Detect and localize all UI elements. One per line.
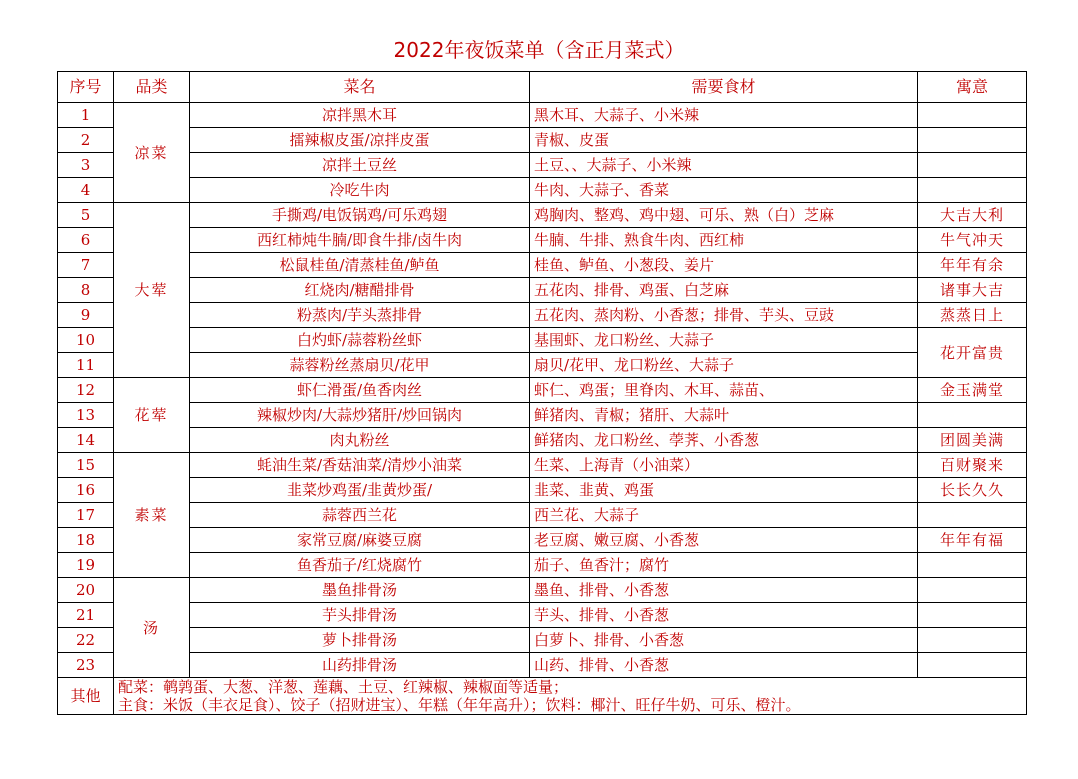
- row-dish: 粉蒸肉/芋头蒸排骨: [190, 303, 530, 328]
- row-meaning: [918, 603, 1027, 628]
- category-cell: 凉菜: [114, 103, 190, 203]
- row-ingredients: 青椒、皮蛋: [530, 128, 918, 153]
- row-num: 18: [58, 528, 114, 553]
- row-num: 9: [58, 303, 114, 328]
- row-num: 8: [58, 278, 114, 303]
- row-meaning: 年年有福: [918, 528, 1027, 553]
- row-meaning: 百财聚来: [918, 453, 1027, 478]
- table-row: [58, 228, 1027, 253]
- row-meaning: [918, 403, 1027, 428]
- row-dish: 蒜蓉西兰花: [190, 503, 530, 528]
- menu-table: [57, 71, 1027, 715]
- row-ingredients: 五花肉、排骨、鸡蛋、白芝麻: [530, 278, 918, 303]
- table-row: [58, 503, 1027, 528]
- row-num: 2: [58, 128, 114, 153]
- row-dish: 松鼠桂鱼/清蒸桂鱼/鲈鱼: [190, 253, 530, 278]
- row-meaning: 花开富贵: [918, 328, 1027, 378]
- row-meaning: 团圆美满: [918, 428, 1027, 453]
- row-ingredients: 白萝卜、排骨、小香葱: [530, 628, 918, 653]
- table-row: [58, 528, 1027, 553]
- row-ingredients: 鲜猪肉、青椒；猪肝、大蒜叶: [530, 403, 918, 428]
- category-cell: 素菜: [114, 453, 190, 578]
- row-num: 12: [58, 378, 114, 403]
- table-row: [58, 128, 1027, 153]
- header-num: 序号: [58, 72, 114, 103]
- row-dish: 擂辣椒皮蛋/凉拌皮蛋: [190, 128, 530, 153]
- row-num: 14: [58, 428, 114, 453]
- category-cell: 花荤: [114, 378, 190, 453]
- row-meaning: [918, 653, 1027, 678]
- row-ingredients: 土豆、、大蒜子、小米辣: [530, 153, 918, 178]
- table-row: [58, 378, 1027, 403]
- side-dishes-line: 配菜：鹌鹑蛋、大葱、洋葱、莲藕、土豆、红辣椒、辣椒面等适量；: [118, 678, 569, 696]
- row-dish: 韭菜炒鸡蛋/韭黄炒蛋/: [190, 478, 530, 503]
- table-row: [58, 453, 1027, 478]
- table-row: [58, 628, 1027, 653]
- row-ingredients: 牛肉、大蒜子、香菜: [530, 178, 918, 203]
- row-meaning: [918, 628, 1027, 653]
- row-meaning: [918, 553, 1027, 578]
- row-dish: 手撕鸡/电饭锅鸡/可乐鸡翅: [190, 203, 530, 228]
- row-ingredients: 虾仁、鸡蛋；里脊肉、木耳、蒜苗、: [530, 378, 918, 403]
- row-ingredients: 芋头、排骨、小香葱: [530, 603, 918, 628]
- row-ingredients: 五花肉、蒸肉粉、小香葱；排骨、芋头、豆豉: [530, 303, 918, 328]
- row-meaning: [918, 128, 1027, 153]
- row-num: 15: [58, 453, 114, 478]
- row-num: 20: [58, 578, 114, 603]
- row-dish: 家常豆腐/麻婆豆腐: [190, 528, 530, 553]
- page-title: 2022年夜饭菜单（含正月菜式）: [393, 38, 685, 62]
- row-dish: 虾仁滑蛋/鱼香肉丝: [190, 378, 530, 403]
- table-row: [58, 253, 1027, 278]
- row-dish: 凉拌黑木耳: [190, 103, 530, 128]
- row-meaning: 金玉满堂: [918, 378, 1027, 403]
- row-dish: 墨鱼排骨汤: [190, 578, 530, 603]
- other-row: [58, 678, 1027, 715]
- row-ingredients: 扇贝/花甲、龙口粉丝、大蒜子: [530, 353, 918, 378]
- row-ingredients: 生菜、上海青（小油菜）: [530, 453, 918, 478]
- row-dish: 山药排骨汤: [190, 653, 530, 678]
- row-num: 21: [58, 603, 114, 628]
- table-row: [58, 278, 1027, 303]
- row-dish: 萝卜排骨汤: [190, 628, 530, 653]
- row-num: 5: [58, 203, 114, 228]
- row-dish: 蚝油生菜/香菇油菜/清炒小油菜: [190, 453, 530, 478]
- row-num: 1: [58, 103, 114, 128]
- table-row: [58, 353, 1027, 378]
- table-row: [58, 178, 1027, 203]
- row-num: 13: [58, 403, 114, 428]
- row-ingredients: 山药、排骨、小香葱: [530, 653, 918, 678]
- table-row: [58, 103, 1027, 128]
- table-row: [58, 553, 1027, 578]
- row-meaning: 牛气冲天: [918, 228, 1027, 253]
- row-dish: 红烧肉/糖醋排骨: [190, 278, 530, 303]
- row-dish: 芋头排骨汤: [190, 603, 530, 628]
- row-dish: 冷吃牛肉: [190, 178, 530, 203]
- row-meaning: 诸事大吉: [918, 278, 1027, 303]
- row-dish: 白灼虾/蒜蓉粉丝虾: [190, 328, 530, 353]
- row-num: 6: [58, 228, 114, 253]
- category-cell: 汤: [114, 578, 190, 678]
- other-label: 其他: [58, 678, 114, 715]
- row-meaning: [918, 578, 1027, 603]
- row-meaning: [918, 178, 1027, 203]
- table-row: [58, 478, 1027, 503]
- row-dish: 肉丸粉丝: [190, 428, 530, 453]
- row-ingredients: 茄子、鱼香汁；腐竹: [530, 553, 918, 578]
- row-dish: 辣椒炒肉/大蒜炒猪肝/炒回锅肉: [190, 403, 530, 428]
- table-row: [58, 578, 1027, 603]
- table-row: [58, 328, 1027, 353]
- row-dish: 鱼香茄子/红烧腐竹: [190, 553, 530, 578]
- header-meaning: 寓意: [918, 72, 1027, 103]
- table-row: [58, 653, 1027, 678]
- header-ingredients: 需要食材: [530, 72, 918, 103]
- row-meaning: 蒸蒸日上: [918, 303, 1027, 328]
- row-ingredients: 桂鱼、鲈鱼、小葱段、姜片: [530, 253, 918, 278]
- row-ingredients: 黑木耳、大蒜子、小米辣: [530, 103, 918, 128]
- category-cell: 大荤: [114, 203, 190, 378]
- row-ingredients: 老豆腐、嫩豆腐、小香葱: [530, 528, 918, 553]
- row-num: 17: [58, 503, 114, 528]
- other-notes: [114, 678, 1027, 715]
- row-num: 23: [58, 653, 114, 678]
- row-ingredients: 基围虾、龙口粉丝、大蒜子: [530, 328, 918, 353]
- row-meaning: [918, 153, 1027, 178]
- row-ingredients: 鸡胸肉、整鸡、鸡中翅、可乐、熟（白）芝麻: [530, 203, 918, 228]
- row-meaning: 大吉大利: [918, 203, 1027, 228]
- row-num: 4: [58, 178, 114, 203]
- row-ingredients: 西兰花、大蒜子: [530, 503, 918, 528]
- row-dish: 蒜蓉粉丝蒸扇贝/花甲: [190, 353, 530, 378]
- table-header-row: [58, 72, 1027, 103]
- row-dish: 西红柿炖牛腩/即食牛排/卤牛肉: [190, 228, 530, 253]
- table-row: [58, 603, 1027, 628]
- row-meaning: 长长久久: [918, 478, 1027, 503]
- row-num: 3: [58, 153, 114, 178]
- header-dish: 菜名: [190, 72, 530, 103]
- table-row: [58, 428, 1027, 453]
- header-category: 品类: [114, 72, 190, 103]
- staples-drinks-line: 主食：米饭（丰衣足食）、饺子（招财进宝）、年糕（年年高升）；饮料：椰汁、旺仔牛奶、可乐、橙汁。: [118, 696, 801, 714]
- table-row: [58, 153, 1027, 178]
- row-dish: 凉拌土豆丝: [190, 153, 530, 178]
- table-row: [58, 203, 1027, 228]
- row-ingredients: 牛腩、牛排、熟食牛肉、西红柿: [530, 228, 918, 253]
- row-num: 16: [58, 478, 114, 503]
- row-ingredients: 墨鱼、排骨、小香葱: [530, 578, 918, 603]
- table-row: [58, 303, 1027, 328]
- row-num: 22: [58, 628, 114, 653]
- row-ingredients: 鲜猪肉、龙口粉丝、荸荠、小香葱: [530, 428, 918, 453]
- row-meaning: 年年有余: [918, 253, 1027, 278]
- row-meaning: [918, 103, 1027, 128]
- table-row: [58, 403, 1027, 428]
- row-num: 10: [58, 328, 114, 353]
- row-num: 19: [58, 553, 114, 578]
- row-ingredients: 韭菜、韭黄、鸡蛋: [530, 478, 918, 503]
- row-num: 11: [58, 353, 114, 378]
- row-num: 7: [58, 253, 114, 278]
- row-meaning: [918, 503, 1027, 528]
